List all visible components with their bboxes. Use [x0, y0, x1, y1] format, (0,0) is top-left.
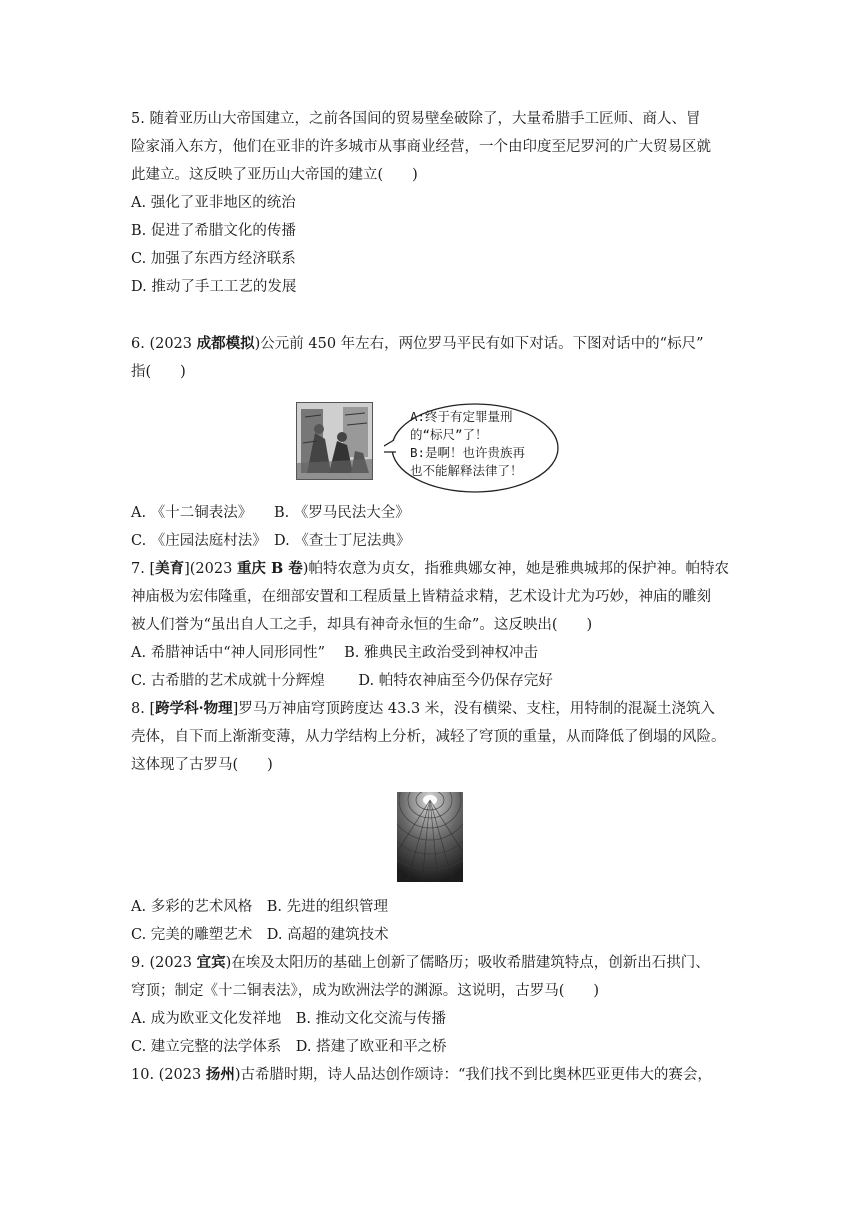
q8-tag: 跨学科·物理 — [155, 700, 233, 717]
q5-option-c: C. 加强了东西方经济联系 — [131, 251, 296, 267]
dialogue-line-2: 的“标尺”了！ — [410, 427, 488, 442]
q7-source-tag: 重庆 B 卷 — [236, 560, 303, 577]
q6-stem-text: )公元前 450 年左右，两位罗马平民有如下对话。下图对话中的“标尺” — [254, 336, 704, 352]
q6-number: 6. (2023 — [131, 336, 197, 352]
q10-stem-text: )古希腊时期，诗人品达创作颂诗：“我们找不到比奥林匹亚更伟大的赛会， — [234, 1067, 712, 1083]
q7-stem-line-2: 神庙极为宏伟隆重，在细部安置和工程质量上皆精益求精，艺术设计尤为巧妙，神庙的雕刻 — [131, 589, 711, 605]
q5-stem-line-1: 5. 随着亚历山大帝国建立，之前各国间的贸易壁垒破除了，大量希腊手工匠师、商人、冒 — [131, 111, 701, 127]
q6-stem-line-1 — [131, 334, 704, 354]
q5-stem-line-2: 险家涌入东方，他们在亚非的许多城市从事商业经营，一个由印度至尼罗河的广大贸易区就 — [131, 139, 711, 155]
q5-option-d: D. 推动了手工工艺的发展 — [131, 279, 297, 295]
q6-source-tag: 成都模拟 — [196, 335, 255, 352]
q6-stem-line-2: 指( ) — [131, 364, 186, 380]
q7-stem-text: )帕特农意为贞女，指雅典娜女神，她是雅典城邦的保护神。帕特农 — [302, 561, 729, 577]
q8-stem-line-1 — [131, 699, 715, 719]
q8-stem-line-3: 这体现了古罗马( ) — [131, 757, 273, 773]
q6-options-row-1: A. 《十二铜表法》 B. 《罗马民法大全》 — [131, 505, 410, 521]
q7-tag-aesthetic: 美育 — [155, 560, 185, 577]
q7-stem-line-1 — [131, 559, 729, 579]
q7-number: 7. [ — [131, 561, 156, 577]
q6-figure — [296, 402, 561, 494]
q9-stem-line-2: 穹顶；制定《十二铜表法》，成为欧洲法学的渊源。这说明，古罗马( ) — [131, 983, 600, 999]
q5-option-b: B. 促进了希腊文化的传播 — [131, 223, 296, 239]
q10-stem-line-1 — [131, 1065, 712, 1085]
q5-option-a: A. 强化了亚非地区的统治 — [131, 195, 296, 211]
q9-options-row-1: A. 成为欧亚文化发祥地 B. 推动文化交流与传播 — [131, 1011, 447, 1027]
dialogue-line-1: A:终于有定罪量刑 — [410, 409, 513, 424]
q6-options-row-2: C. 《庄园法庭村法》 D. 《查士丁尼法典》 — [131, 533, 411, 549]
q5-stem-line-3: 此建立。这反映了亚历山大帝国的建立( ) — [131, 167, 418, 183]
q9-stem-text: )在埃及太阳历的基础上创新了儒略历；吸收希腊建筑特点，创新出石拱门、 — [225, 955, 710, 971]
q8-stem-line-2: 壳体，自下而上渐渐变薄，从力学结构上分析，减轻了穹顶的重量，从而降低了倒塌的风险。 — [131, 729, 726, 745]
q8-stem-text: ]罗马万神庙穹顶跨度达 43.3 米，没有横梁、支柱，用特制的混凝土浇筑入 — [232, 701, 715, 717]
q9-number: 9. (2023 — [131, 955, 197, 971]
q10-number: 10. (2023 — [131, 1067, 206, 1083]
pantheon-dome-image — [397, 792, 463, 882]
q9-stem-line-1 — [131, 953, 710, 973]
q7-options-row-1: A. 希腊神话中“神人同形同性” B. 雅典民主政治受到神权冲击 — [131, 645, 538, 661]
q10-source-tag: 扬州 — [205, 1066, 235, 1083]
dialogue-line-4: 也不能解释法律了！ — [410, 463, 523, 478]
dialogue-line-3: B:是啊！也许贵族再 — [410, 445, 526, 460]
roman-engraving-image — [296, 402, 373, 480]
q9-source-tag: 宜宾 — [196, 954, 226, 971]
q7-options-row-2: C. 古希腊的艺术成就十分辉煌 D. 帕特农神庙至今仍保存完好 — [131, 673, 553, 689]
q8-number: 8. [ — [131, 701, 156, 717]
q8-options-row-2: C. 完美的雕塑艺术 D. 高超的建筑技术 — [131, 927, 389, 943]
q8-options-row-1: A. 多彩的艺术风格 B. 先进的组织管理 — [131, 899, 389, 915]
q7-stem-line-3: 被人们誉为“虽出自人工之手，却具有神奇永恒的生命”。这反映出( ) — [131, 617, 593, 633]
q9-options-row-2: C. 建立完整的法学体系 D. 搭建了欧亚和平之桥 — [131, 1039, 447, 1055]
dialogue-text — [410, 408, 525, 480]
q7-year: ](2023 — [184, 561, 237, 577]
